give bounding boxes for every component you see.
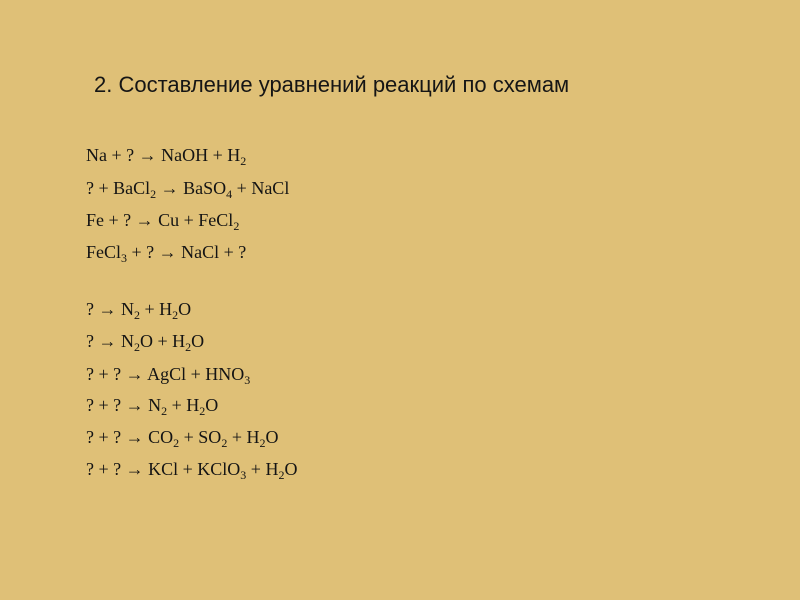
equation-text: ? → N bbox=[86, 331, 134, 351]
equation-text: + H bbox=[140, 299, 173, 319]
subscript: 2 bbox=[172, 308, 179, 322]
equation-text: ? + ? → N bbox=[86, 395, 162, 415]
subscript: 2 bbox=[134, 340, 140, 354]
equation-text: ? → N bbox=[86, 299, 134, 319]
subscript: 2 bbox=[221, 436, 228, 450]
subscript: 3 bbox=[121, 251, 128, 265]
subscript: 2 bbox=[199, 404, 206, 418]
equation-text: + SO bbox=[179, 427, 222, 447]
equation-text: ? + BaCl bbox=[86, 178, 151, 198]
subscript: 2 bbox=[278, 468, 285, 482]
equation-line bbox=[86, 176, 289, 200]
subscript: 2 bbox=[233, 219, 240, 233]
subscript: 2 bbox=[150, 187, 157, 201]
subscript: 2 bbox=[240, 154, 247, 168]
equation-text: ? + ? → CO bbox=[86, 427, 174, 447]
equation-line bbox=[86, 457, 297, 481]
equation-text: O bbox=[284, 459, 298, 479]
equation-line bbox=[86, 208, 239, 232]
subscript: 4 bbox=[226, 187, 233, 201]
equation-line bbox=[86, 425, 278, 449]
subscript: 3 bbox=[244, 373, 251, 387]
equation-text: O bbox=[178, 299, 192, 319]
subscript: 2 bbox=[161, 404, 168, 418]
subscript: 2 bbox=[134, 308, 140, 322]
equation-text: FeCl bbox=[86, 242, 122, 262]
equation-text: O + H bbox=[140, 331, 186, 351]
equation-line bbox=[86, 329, 204, 353]
equation-text: + H bbox=[227, 427, 260, 447]
equation-text: O bbox=[205, 395, 219, 415]
equation-text: Na + ? → NaOH + H bbox=[86, 145, 241, 165]
subscript: 2 bbox=[173, 436, 180, 450]
equation-line bbox=[86, 297, 191, 321]
subscript: 2 bbox=[185, 340, 192, 354]
equation-text: + ? → NaCl + ? bbox=[127, 242, 247, 262]
equation-text: Fe + ? → Cu + FeCl bbox=[86, 210, 234, 230]
equation-text: O bbox=[265, 427, 279, 447]
equation-line bbox=[86, 362, 250, 386]
equation-text: + H bbox=[246, 459, 279, 479]
slide-title: 2. Составление уравнений реакций по схемам bbox=[94, 72, 570, 97]
subscript: 2 bbox=[259, 436, 266, 450]
equation-text: + NaCl bbox=[232, 178, 290, 198]
equation-line bbox=[86, 240, 246, 264]
equation-line bbox=[86, 143, 246, 167]
equation-text: O bbox=[191, 331, 205, 351]
equation-text: ? + ? → KCl + KClO bbox=[86, 459, 241, 479]
equation-text: → BaSO bbox=[156, 178, 227, 198]
equation-line bbox=[86, 393, 218, 417]
equation-text: ? + ? → AgCl + HNO bbox=[86, 364, 245, 384]
equation-text: + H bbox=[167, 395, 200, 415]
subscript: 3 bbox=[240, 468, 247, 482]
